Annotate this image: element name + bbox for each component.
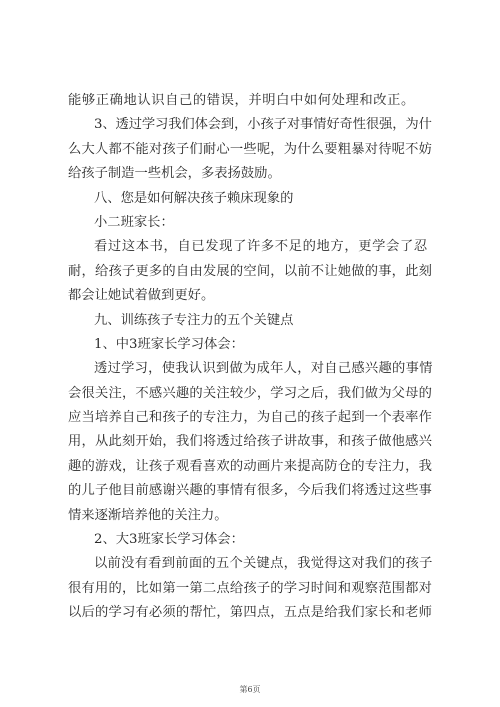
text-line: 透过学习，使我认识到做为成年人，对自己感兴趣的事情 <box>94 361 433 377</box>
text-line: 会很关注，不感兴趣的关注较少，学习之后，我们做为父母的 <box>68 385 433 401</box>
text-line: 3、透过学习我们体会到，小孩子对事情好奇性很强，为什 <box>94 117 432 133</box>
text-line: 么大人都不能对孩子们耐心一些呢，为什么要粗暴对待呢不妨 <box>68 141 433 157</box>
text-line: 九、训练孩子专注力的五个关键点 <box>94 312 294 328</box>
text-line: 以后的学习有必须的帮忙，第四点，五点是给我们家长和老师 <box>68 605 433 621</box>
text-line: 的儿子他目前感谢兴趣的事情有很多，今后我们将透过这些事 <box>68 483 433 499</box>
page-number: 第6页 <box>239 685 261 694</box>
text-line: 情来逐渐培养他的关注力。 <box>68 507 228 523</box>
text-line: 用，从此刻开始，我们将透过给孩子讲故事，和孩子做他感兴 <box>68 434 433 450</box>
text-line: 给孩子制造一些机会，多表扬鼓励。 <box>68 166 281 182</box>
text-line: 1、中3班家长学习体会： <box>94 336 244 352</box>
text-line: 耐，给孩子更多的自由发展的空间，以前不让她做的事，此刻 <box>68 263 433 279</box>
text-line: 能够正确地认识自己的错误，并明白中如何处理和改正。 <box>68 93 415 108</box>
text-line: 都会让她试着做到更好。 <box>68 288 215 304</box>
text-line: 以前没有看到前面的五个关键点，我觉得这对我们的孩子 <box>94 556 433 572</box>
document-body <box>68 89 433 626</box>
text-line: 趣的游戏，让孩子观看喜欢的动画片来提高防仓的专注力，我 <box>68 458 433 474</box>
text-line: 2、大3班家长学习体会： <box>94 532 244 548</box>
text-line: 小二班家长： <box>94 214 174 230</box>
text-line: 应当培养自己和孩子的专注力，为自己的孩子起到一个表率作 <box>68 410 433 426</box>
text-line: 八、您是如何解决孩子赖床现象的 <box>94 190 294 206</box>
text-line: 很有用的，比如第一第二点给孩子的学习时间和观察范围都对 <box>68 580 433 596</box>
text-line: 看过这本书，自已发现了许多不足的地方，更学会了忍 <box>94 239 428 255</box>
